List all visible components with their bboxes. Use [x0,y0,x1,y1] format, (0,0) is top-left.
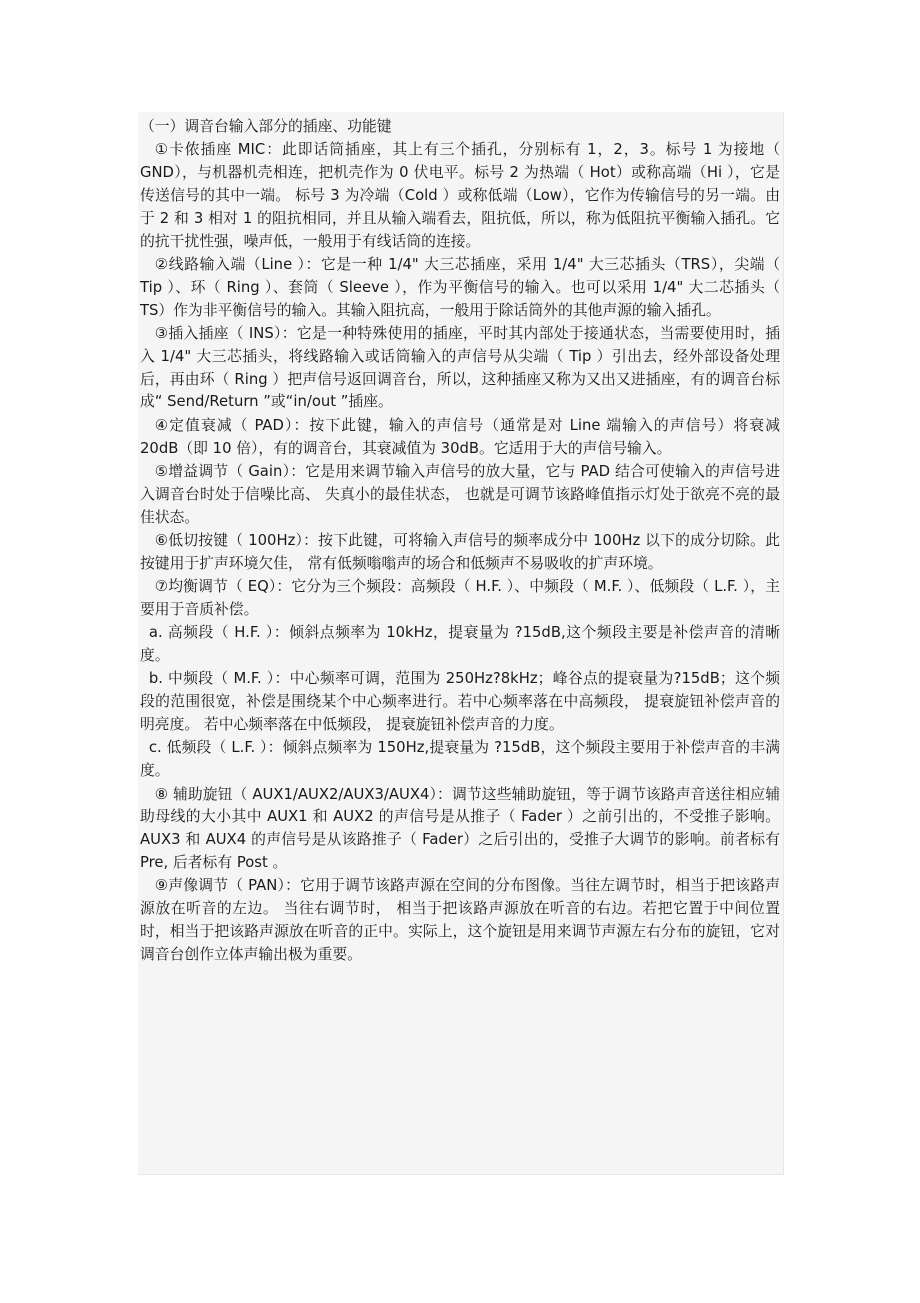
paragraph-insert-socket: ③插入插座（ INS）：它是一种特殊使用的插座，平时其内部处于接通状态，当需要使用时，插入 1/4" 大三芯插头，将线路输入或话筒输入的声信号从尖端（ Tip ）引出去，经外部设备处理后，再由环（ Ring ）把声信号返回调音台，所以，这种插座又称为又出又进插座，有的调音台标成“ Send/Return ”或“in/out ”插座。 [140,324,780,411]
paragraph-line-input: ②线路输入端（Line ）：它是一种 1/4" 大三芯插座，采用 1/4" 大三芯插头（TRS），尖端（ Tip ）、环（ Ring ）、套筒（ Sleeve ），作为平衡信号的输入。也可以采用 1/4" 大二芯插头（ TS）作为非平衡信号的输入。其输入阻抗高，一般用于除话筒外的其他声源的输入插孔。 [140,255,780,319]
paragraph-pad: ④定值衰减（ PAD）：按下此键，输入的声信号（通常是对 Line 端输入的声信号）将衰减 20dB（即 10 倍），有的调音台，其衰减值为 30dB。它适用于大的声信号输入。 [140,416,780,457]
section-heading: （一）调音台输入部分的插座、功能键 [140,118,392,135]
eq-low-band: c. 低频段（ L.F. ）：倾斜点频率为 150Hz,提衰量为 ?15dB，这个频段主要用于补偿声音的丰满度。 [140,739,780,780]
document-body [140,116,780,967]
paragraph-mic-socket: ①卡侬插座 MIC：此即话筒插座，其上有三个插孔，分别标有 1，2，3。标号 1 为接地（ GND），与机器机壳相连，把机壳作为 0 伏电平。标号 2 为热端（ Hot）或称高端（Hi ），它是传送信号的其中一端。 标号 3 为冷端（Cold ）或称低端（Low），它作为传输信号的另一端。由于 2 和 3 相对 1 的阻抗相同，并且从输入端看去，阻抗低，所以，称为低阻抗平衡输入插孔。它的抗干扰性强，噪声低，一般用于有线话筒的连接。 [140,141,780,250]
eq-mid-band: b. 中频段（ M.F. ）：中心频率可调，范围为 250Hz?8kHz；峰谷点的提衰量为?15dB；这个频段的范围很宽，补偿是围绕某个中心频率进行。若中心频率落在中高频段， 提衰旋钮补偿声音的明亮度。 若中心频率落在中低频段， 提衰旋钮补偿声音的力度。 [140,670,780,734]
paragraph-pan: ⑨声像调节（ PAN）：它用于调节该路声源在空间的分布图像。当往左调节时，相当于把该路声源放在听音的左边。 当往右调节时， 相当于把该路声源放在听音的右边。若把它置于中间位置时，相当于把该路声源放在听音的正中。实际上，这个旋钮是用来调节声源左右分布的旋钮，它对调音台创作立体声输出极为重要。 [140,877,780,963]
paragraph-aux: ⑧ 辅助旋钮（ AUX1/AUX2/AUX3/AUX4）：调节这些辅助旋钮，等于调节该路声音送往相应辅助母线的大小其中 AUX1 和 AUX2 的声信号是从推子（ Fader ）之前引出的，不受推子影响。 AUX3 和 AUX4 的声信号是从该路推子（ Fader）之后引出的，受推子大调节的影响。前者标有 Pre, 后者标有 Post 。 [140,785,780,872]
eq-high-band: a. 高频段（ H.F. ）：倾斜点频率为 10kHz，提衰量为 ?15dB,这个频段主要是补偿声音的清晰度。 [140,624,780,665]
paragraph-eq: ⑦均衡调节（ EQ）：它分为三个频段：高频段（ H.F. ）、中频段（ M.F. ）、低频段（ L.F. ），主要用于音质补偿。 [140,578,780,618]
paragraph-low-cut: ⑥低切按键（ 100Hz）：按下此键，可将输入声信号的频率成分中 100Hz 以下的成分切除。此按键用于扩声环境欠佳， 常有低频嗡嗡声的场合和低频声不易吸收的扩声环境。 [140,531,780,572]
paragraph-gain: ⑤增益调节（ Gain）：它是用来调节输入声信号的放大量，它与 PAD 结合可使输入的声信号进入调音台时处于信噪比高、 失真小的最佳状态， 也就是可调节该路峰值指示灯处于欲亮不亮的最佳状态。 [140,462,780,526]
